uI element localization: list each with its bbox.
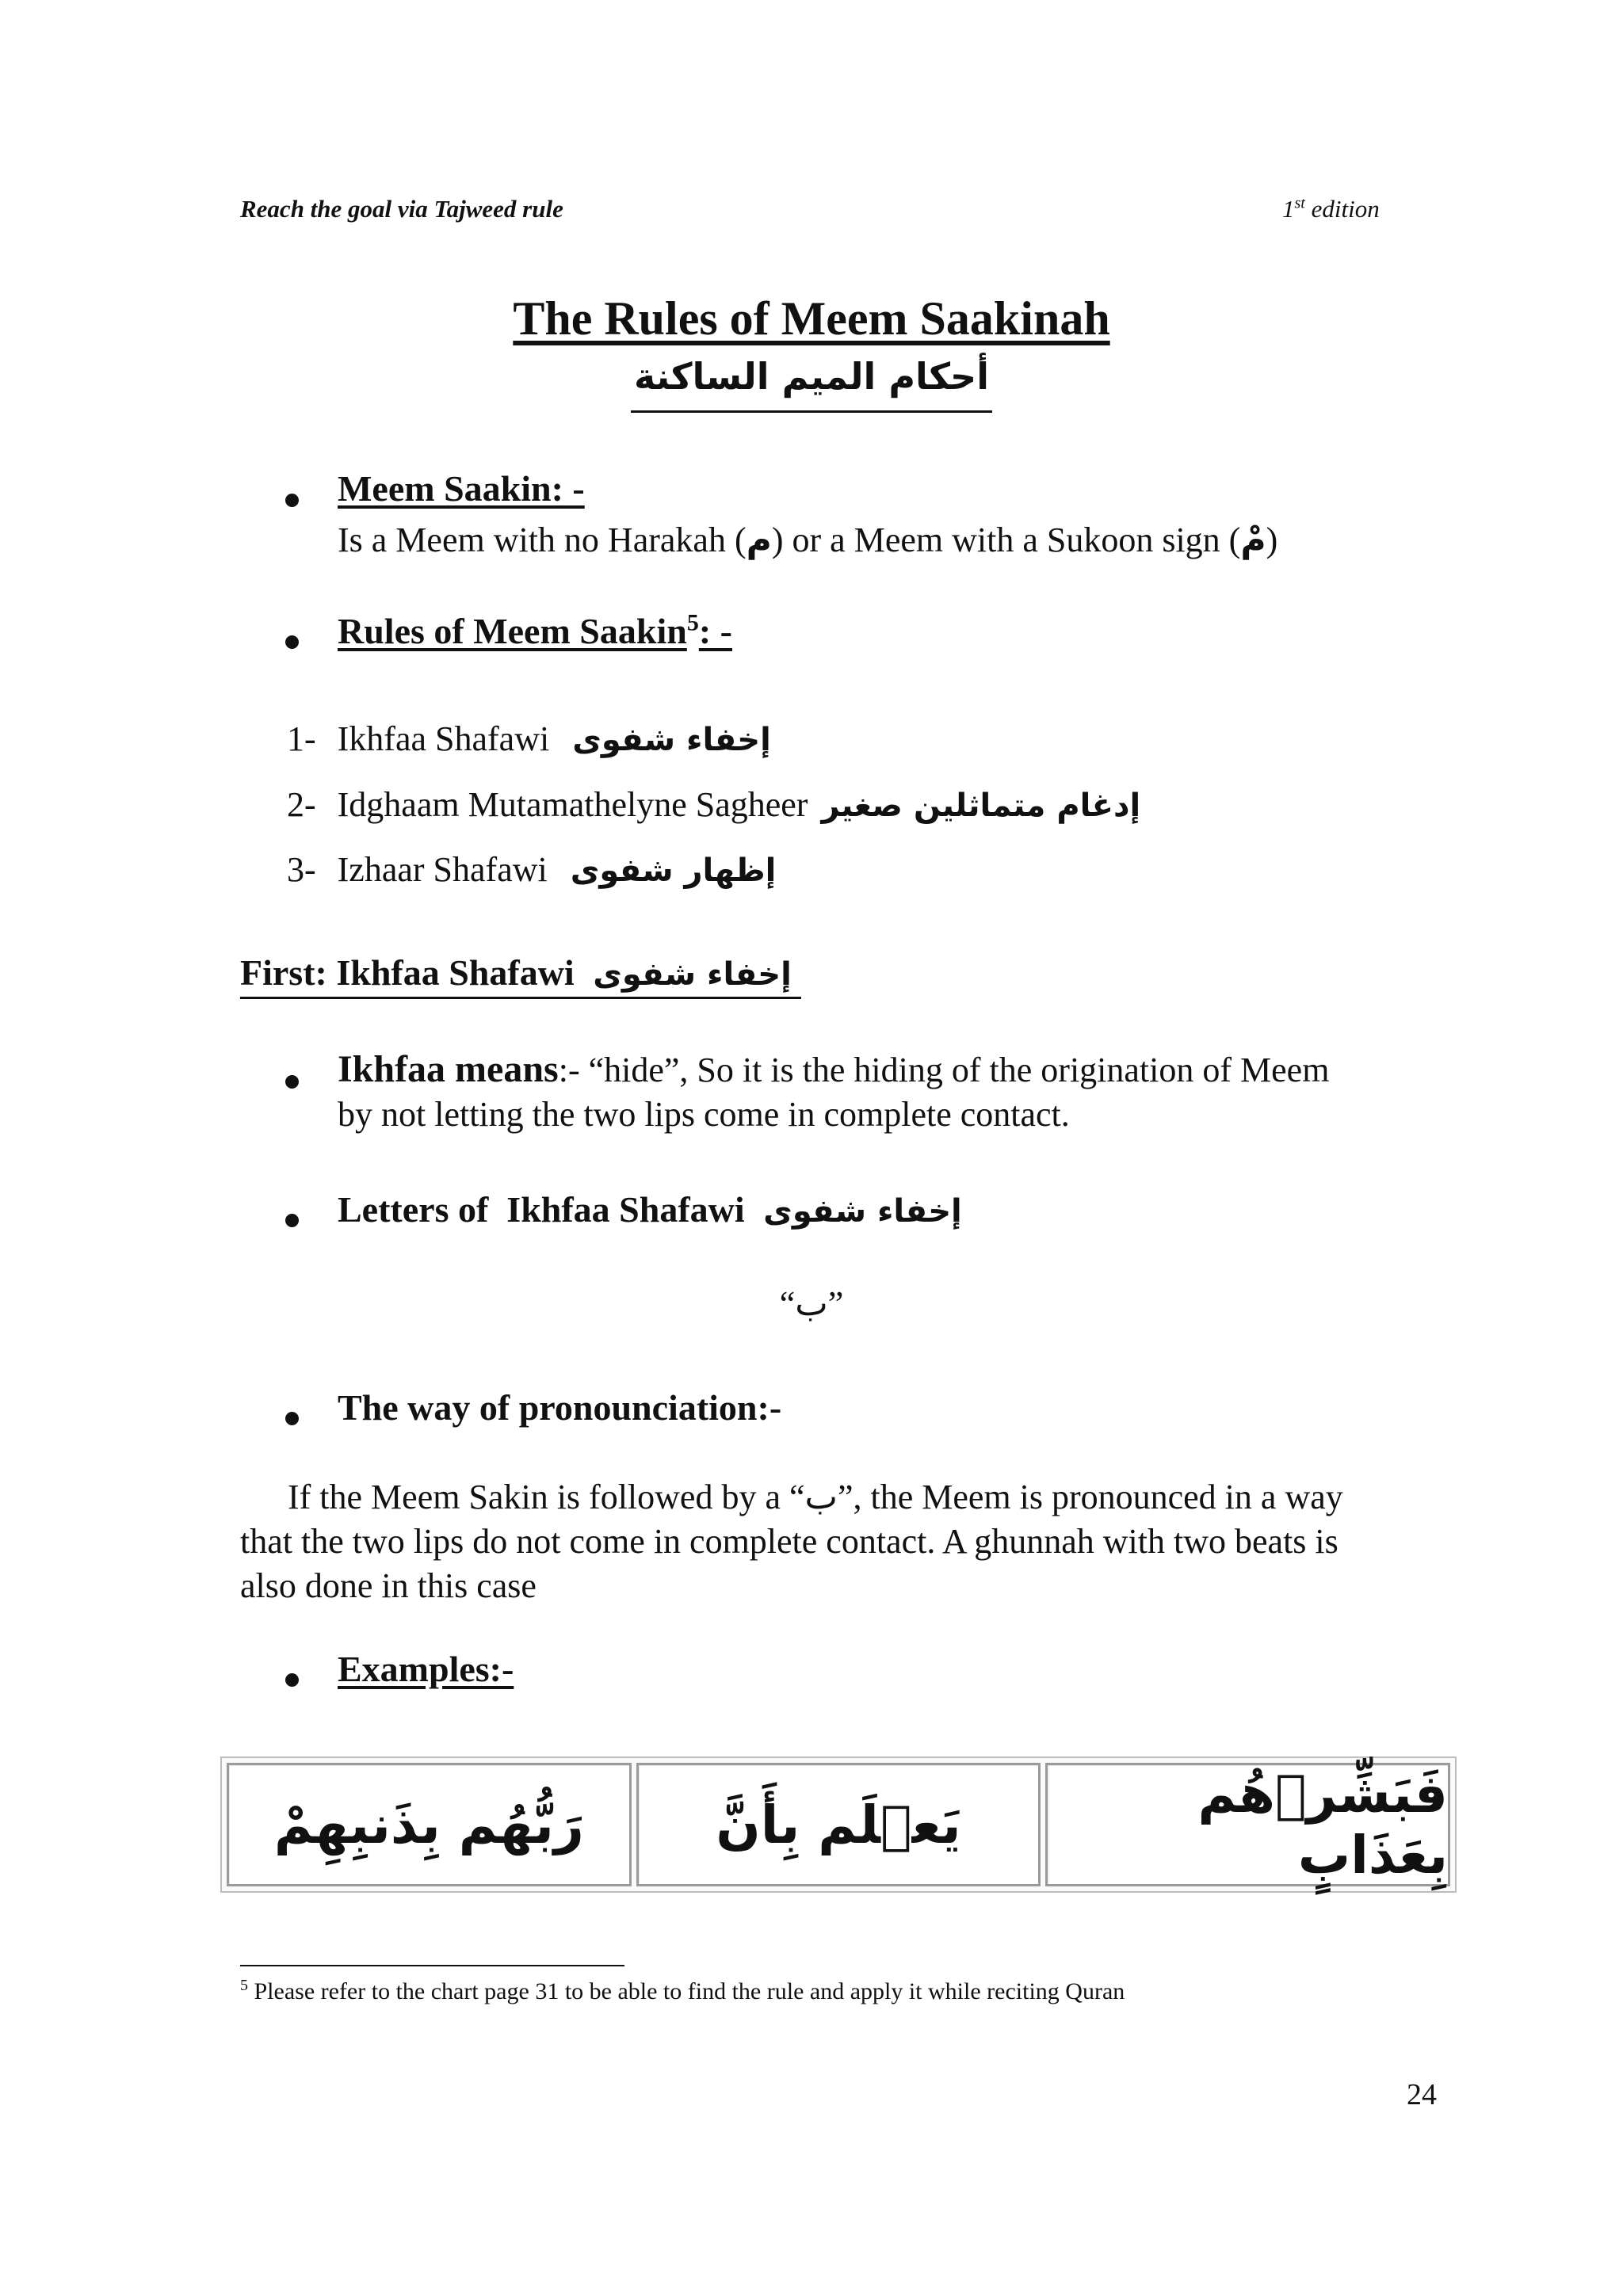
footnote [240, 1978, 1125, 2005]
bullet-dot [285, 1412, 299, 1425]
running-header-right [1282, 195, 1380, 223]
definition-part1: Is a Meem with no Harakah ( [338, 521, 747, 559]
bullet-dot [285, 1673, 299, 1687]
examples-table [220, 1756, 1457, 1893]
pronunciation-line1: If the Meem Sakin is followed by a “ب”, the Meem is pronounced in a way [288, 1478, 1343, 1516]
rule-name: Ikhfaa Shafawi [337, 719, 550, 758]
rules-heading-text: Rules of Meem Saakin [338, 611, 687, 651]
pronunciation-line2: that the two lips do not come in complete contact. A ghunnah with two beats is [240, 1522, 1338, 1561]
page-title-arabic-wrap [0, 355, 1623, 413]
bullet-dot [285, 635, 299, 649]
rules-heading [338, 610, 732, 652]
page-title: The Rules of Meem Saakinah [513, 292, 1110, 345]
rule-item-1 [287, 717, 771, 762]
ikhfaa-means-label: Ikhfaa means [338, 1048, 559, 1090]
footnote-divider [240, 1965, 624, 1966]
pronunciation-line3: also done in this case [240, 1566, 537, 1605]
rule-number: 2- [287, 785, 316, 824]
rule-arabic: إظهار شفوى [570, 852, 777, 889]
meem-letter: م [746, 520, 772, 560]
example-cell [1045, 1763, 1450, 1886]
edition-suffix: st [1294, 194, 1305, 212]
letters-label: Letters of Ikhfaa Shafawi [338, 1189, 745, 1230]
example-text: رَبُّهُم بِذَنبِهِمْ [273, 1794, 584, 1855]
definition-part3: ) [1266, 521, 1278, 559]
pronunciation-heading: The way of pronounciation:- [338, 1387, 782, 1428]
example-cell [227, 1763, 632, 1886]
example-text: يَعۡلَم بِأَنَّ [716, 1794, 961, 1855]
page-number: 24 [1407, 2078, 1437, 2111]
ikhfaa-means-text1: :- “hide”, So it is the hiding of the origination of Meem [558, 1051, 1330, 1089]
rule-arabic: إخفاء شفوى [572, 722, 771, 758]
rule-number: 3- [287, 850, 316, 889]
rule-number: 1- [287, 719, 316, 758]
meem-saakin-definition [338, 518, 1277, 563]
ikhfaa-means-text2: by not letting the two lips come in complete contact. [338, 1095, 1070, 1134]
bullet-dot [285, 1214, 299, 1227]
rule-name: Idghaam Mutamathelyne Sagheer [337, 785, 808, 824]
example-cell [636, 1763, 1041, 1886]
first-section-arabic: إخفاء شفوى [593, 956, 792, 993]
first-section-heading [240, 951, 801, 999]
letters-heading [338, 1188, 962, 1230]
first-section-title: First: Ikhfaa Shafawi [240, 952, 575, 993]
edition-label: edition [1304, 195, 1380, 223]
rule-name: Izhaar Shafawi [337, 850, 548, 889]
definition-part2: ) or a Meem with a Sukoon sign ( [771, 521, 1241, 559]
rules-heading-suffix: : - [698, 611, 732, 651]
example-text: فَبَشِّرۡهُم بِعَذَابٍ [1197, 1764, 1449, 1886]
ikhfaa-letter: “ب” [779, 1284, 844, 1323]
rule-item-2 [287, 783, 1140, 828]
meem-sukoon-letter: مْ [1240, 520, 1266, 560]
meem-saakin-heading: Meem Saakin: - [338, 468, 585, 509]
running-header-left: Reach the goal via Tajweed rule [240, 195, 563, 223]
rule-item-3 [287, 848, 776, 893]
rules-footnote-ref: 5 [686, 609, 699, 636]
examples-heading: Examples:- [338, 1649, 514, 1689]
pronunciation-paragraph [240, 1475, 1476, 1608]
page-title-arabic: أحكام الميم الساكنة [631, 355, 992, 413]
rule-arabic: إدغام متماثلين صغير [821, 788, 1141, 824]
edition-number: 1 [1282, 195, 1295, 223]
footnote-number: 5 [240, 1977, 248, 1994]
bullet-dot [285, 1075, 299, 1089]
bullet-dot [285, 494, 299, 507]
footnote-text: Please refer to the chart page 31 to be able to find the rule and apply it while reciting Quran [248, 1978, 1125, 2004]
ikhfaa-means-paragraph [338, 1047, 1329, 1137]
letters-arabic: إخفاء شفوى [763, 1193, 962, 1230]
